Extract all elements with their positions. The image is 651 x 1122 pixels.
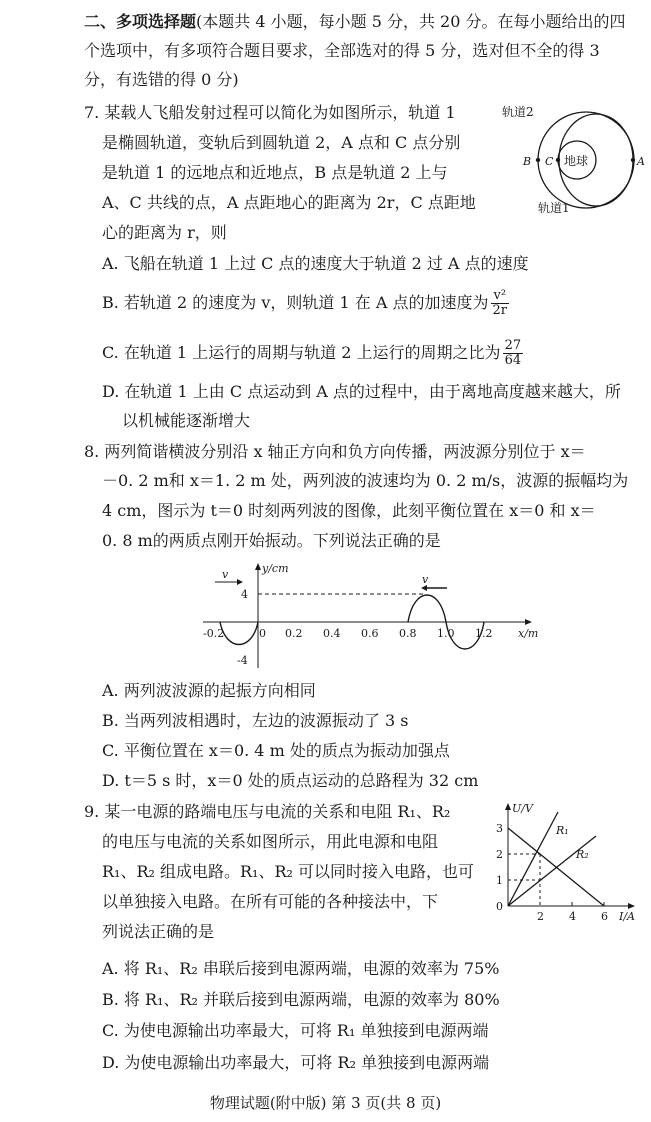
q9-option-d: D. 为使电源输出功率最大，可将 R₂ 单独接到电源两端 (102, 1053, 490, 1072)
ui-y-ticks (496, 822, 503, 913)
wave-tick-label: 1.2 (475, 627, 493, 640)
wave-y-label: y/cm (262, 562, 289, 575)
earth-label: 地球 (564, 154, 589, 168)
point-b-dot (536, 158, 540, 162)
q7-option-c-den: 64 (504, 353, 522, 368)
wave-x-label: x/m (518, 627, 539, 640)
q9-option-b: B. 将 R₁、R₂ 并联后接到电源两端，电源的效率为 80% (102, 990, 500, 1009)
point-b-label: B (523, 155, 532, 168)
q9-line-3: R₁、R₂ 组成电路。R₁、R₂ 可以同时接入电路，也可 (102, 862, 475, 881)
ui-ytick-label: 2 (496, 848, 503, 861)
wave-tick-label: 0.2 (285, 627, 303, 640)
section-intro-line-3: 分，有选错的得 0 分) (84, 70, 239, 89)
q7-option-b-num: v² (491, 289, 510, 304)
ui-xtick-label: 6 (601, 910, 608, 923)
ui-x-ticks (537, 910, 608, 923)
q7-line-2: 是椭圆轨道，变轨后到圆轨道 2，A 点和 C 点分别 (102, 133, 461, 152)
ui-r2-line (508, 836, 596, 906)
ui-xtick-label: 4 (569, 910, 576, 923)
wave-left-velocity-label: v (222, 568, 229, 581)
q8-line-2: －0. 2 m和 x＝1. 2 m 处，两列波的波速均为 0. 2 m/s，波源的振幅均为 (102, 471, 629, 490)
q7-option-a: A. 飞船在轨道 1 上过 C 点的速度大于轨道 2 过 A 点的速度 (102, 254, 529, 273)
q8-option-d: D. t＝5 s 时，x＝0 处的质点运动的总路程为 32 cm (102, 771, 479, 790)
wave-diagram (195, 560, 545, 672)
wave-tick-label: 0.4 (323, 627, 341, 640)
point-c-dot (556, 158, 560, 162)
q7-option-b-den: 2r (492, 303, 507, 318)
q9-line-4: 以单独接入电路。在所有可能的各种接法中，下 (102, 892, 439, 911)
section-heading: 二、多项选择题 (84, 12, 197, 31)
ui-r2-label: R₂ (576, 848, 589, 861)
q8-option-c: C. 平衡位置在 x＝0. 4 m 处的质点为振动加强点 (102, 741, 450, 760)
q9-line-1: 9. 某一电源的路端电压与电流的关系和电阻 R₁、R₂ (84, 802, 451, 821)
point-a-dot (631, 158, 635, 162)
q9-option-c: C. 为使电源输出功率最大，可将 R₁ 单独接到电源两端 (102, 1021, 489, 1040)
wave-y-pos-label: 4 (241, 588, 248, 601)
wave-x-ticks (203, 627, 493, 640)
q9-line-5: 列说法正确的是 (102, 922, 215, 941)
ui-r1-label: R₁ (556, 824, 569, 837)
ui-x-label: I/A (619, 910, 635, 923)
section-intro-line-1 (84, 12, 626, 32)
q9-option-a: A. 将 R₁、R₂ 串联后接到电源两端，电源的效率为 75% (102, 959, 500, 978)
q8-line-3: 4 cm，图示为 t＝0 时刻两列波的图像，此刻平衡位置在 x＝0 和 x＝ (102, 501, 596, 520)
q8-option-a: A. 两列波波源的起振方向相同 (102, 681, 316, 700)
wave-tick-label: 0 (259, 627, 266, 640)
q7-option-c-num: 27 (504, 338, 522, 353)
wave-y-arrow (255, 563, 261, 570)
q9-line-2: 的电压与电流的关系如图所示，用此电源和电阻 (102, 832, 439, 851)
q7-line-5: 心的距离为 r，则 (102, 223, 227, 242)
orbit-1-label: 轨道1 (538, 201, 570, 215)
point-a-label: A (637, 155, 645, 168)
ui-ytick-label: 3 (496, 822, 503, 835)
q7-line-4: A、C 共线的点，A 点距地心的距离为 2r，C 点距地 (102, 193, 476, 212)
wave-x-arrow (525, 619, 532, 625)
wave-y-neg-label: -4 (237, 654, 248, 667)
ui-xtick-label: 2 (537, 910, 544, 923)
ui-ytick-label: 1 (496, 874, 503, 887)
q7-option-c-fraction (503, 339, 524, 368)
wave-tick-label: 1.0 (437, 627, 455, 640)
q7-option-d-line-2: 以机械能逐渐增大 (122, 411, 251, 430)
wave-tick-label: -0.2 (203, 627, 225, 640)
q8-line-1: 8. 两列简谐横波分别沿 x 轴正方向和负方向传播，两波源分别位于 x＝ (84, 442, 586, 461)
q7-option-b (102, 288, 509, 318)
ui-r1-line (508, 812, 558, 906)
q7-option-c-text: C. 在轨道 1 上运行的周期与轨道 2 上运行的周期之比为 (102, 343, 501, 362)
wave-tick-label: 0.8 (399, 627, 417, 640)
section-intro-line-2: 个选项中，有多项符合题目要求，全部选对的得 5 分，选对但不全的得 3 (84, 41, 600, 60)
wave-left-velocity-head (237, 579, 243, 585)
wave-tick-label: 0.6 (361, 627, 379, 640)
q8-line-4: 0. 8 m的两质点刚开始振动。下列说法正确的是 (102, 531, 441, 550)
wave-left-curve (220, 622, 258, 645)
page-footer: 物理试题(附中版) 第 3 页(共 8 页) (209, 1094, 442, 1112)
ui-x-arrow (628, 903, 635, 909)
wave-right-velocity-label: v (422, 573, 429, 586)
ui-y-label: U/V (512, 802, 533, 815)
q8-option-b: B. 当两列波相遇时，左边的波源振动了 3 s (102, 711, 409, 730)
orbit-2-label: 轨道2 (502, 105, 534, 119)
ui-ytick-label: 0 (496, 900, 503, 913)
q7-option-d-line-1: D. 在轨道 1 上由 C 点运动到 A 点的过程中，由于离地高度越来越大，所 (102, 382, 621, 401)
q7-option-c (102, 338, 523, 368)
point-c-label: C (545, 155, 554, 168)
q7-option-b-text: B. 若轨道 2 的速度为 v，则轨道 1 在 A 点的加速度为 (102, 293, 489, 312)
q7-line-1: 7. 某载人飞船发射过程可以简化为如图所示，轨道 1 (84, 103, 456, 122)
orbit-diagram (498, 98, 648, 222)
q7-option-b-fraction (491, 289, 510, 318)
ui-y-arrow (505, 803, 511, 810)
ui-graph (488, 800, 646, 930)
section-intro-1: (本题共 4 小题，每小题 5 分，共 20 分。在每小题给出的四 (196, 12, 626, 31)
q7-line-3: 是轨道 1 的远地点和近地点，B 点是轨道 2 上与 (102, 163, 448, 182)
